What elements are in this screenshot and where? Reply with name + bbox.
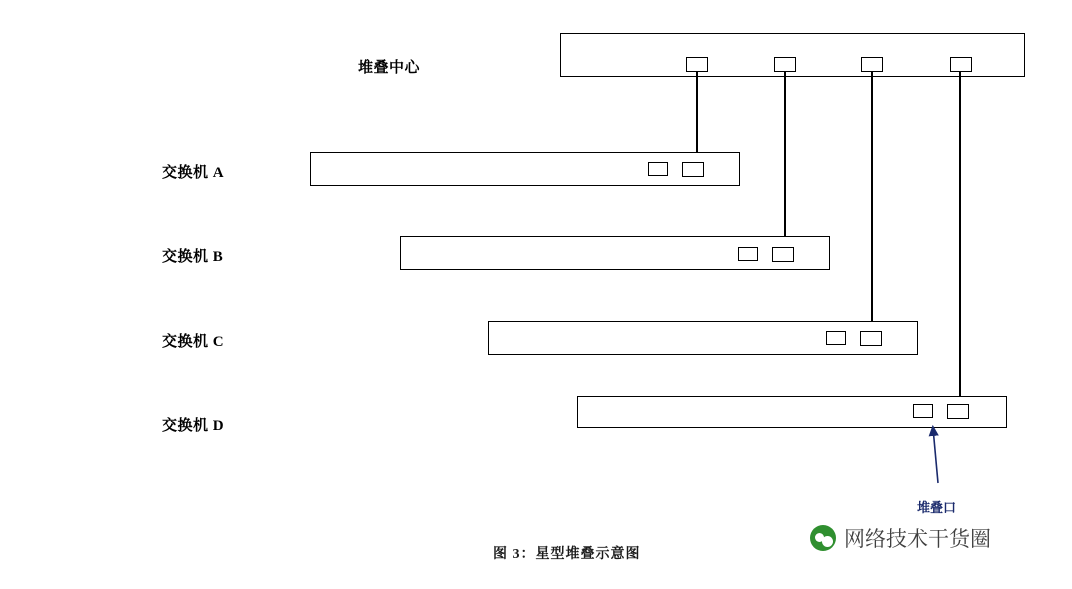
switch-c-device [488,321,918,355]
switch-c-label: 交换机 C [162,334,225,350]
switch-d-device [577,396,1007,428]
switch-a-device [310,152,740,186]
switch-a-label: 交换机 A [162,165,225,181]
watermark-text: 网络技术干货圈 [844,527,991,551]
stack-link-c [871,72,873,334]
stack-port-annotation-label: 堆叠口 [917,500,957,515]
switch-c-port-1 [826,331,846,345]
switch-d-port-1 [913,404,933,418]
stack-center-port-4 [950,57,972,72]
switch-b-port-2 [772,247,794,262]
switch-a-port-1 [648,162,668,176]
stack-link-d [959,72,961,410]
stack-link-b [784,72,786,249]
switch-c-port-2 [860,331,882,346]
stack-center-port-1 [686,57,708,72]
stack-port-arrow [933,428,938,483]
switch-d-port-2 [947,404,969,419]
stack-center-label: 堆叠中心 [358,60,421,76]
figure-caption: 图 3：星型堆叠示意图 [493,547,641,562]
wechat-logo-icon [810,525,836,551]
switch-d-label: 交换机 D [162,418,225,434]
switch-a-port-2 [682,162,704,177]
switch-b-label: 交换机 B [162,249,224,265]
stack-center-port-2 [774,57,796,72]
stack-link-a [696,72,698,164]
watermark [810,523,991,553]
switch-b-device [400,236,830,270]
stack-center-port-3 [861,57,883,72]
switch-b-port-1 [738,247,758,261]
